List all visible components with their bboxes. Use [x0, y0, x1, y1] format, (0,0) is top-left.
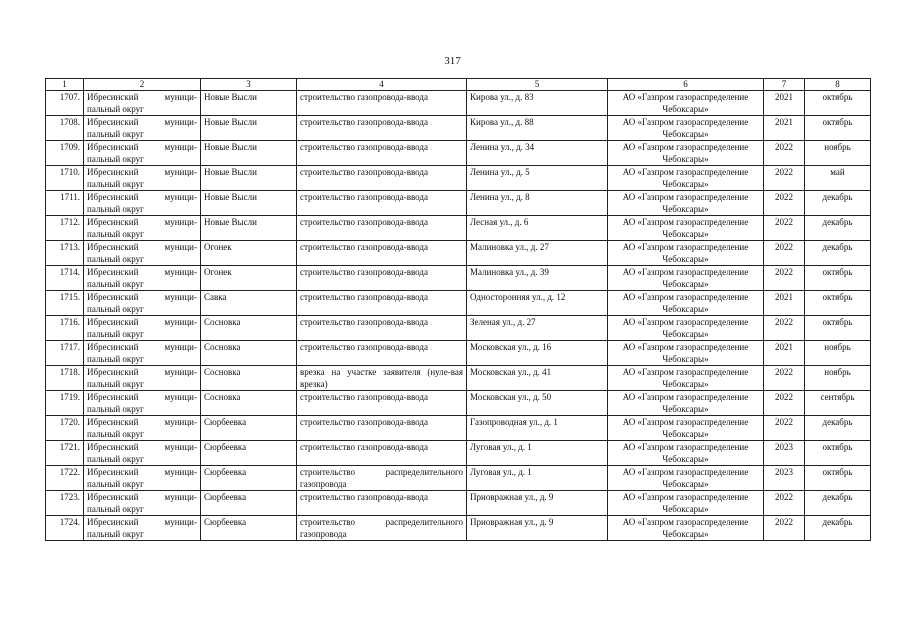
row-number: 1716.	[46, 316, 84, 341]
work-type-cell: строительство газопровода-ввода	[297, 266, 467, 291]
row-number: 1721.	[46, 441, 84, 466]
address-cell: Зеленая ул., д. 27	[467, 316, 608, 341]
row-number: 1711.	[46, 191, 84, 216]
settlement-cell: Сосновка	[201, 341, 297, 366]
table-row	[46, 141, 871, 166]
organization-cell: АО «Газпром газораспределение Чебоксары»	[608, 491, 764, 516]
year-cell: 2022	[764, 491, 805, 516]
column-header: 3	[201, 79, 297, 91]
municipality-cell: Ибресинский муници-пальный округ	[84, 316, 201, 341]
month-cell: декабрь	[805, 241, 871, 266]
table-row	[46, 216, 871, 241]
year-cell: 2021	[764, 341, 805, 366]
organization-cell: АО «Газпром газораспределение Чебоксары»	[608, 266, 764, 291]
settlement-cell: Новые Высли	[201, 91, 297, 116]
work-type-cell: строительство газопровода-ввода	[297, 191, 467, 216]
row-number: 1718.	[46, 366, 84, 391]
settlement-cell: Новые Высли	[201, 141, 297, 166]
column-header: 2	[84, 79, 201, 91]
municipality-cell: Ибресинский муници-пальный округ	[84, 391, 201, 416]
row-number: 1713.	[46, 241, 84, 266]
column-header: 1	[46, 79, 84, 91]
work-type-cell: строительство газопровода-ввода	[297, 141, 467, 166]
organization-cell: АО «Газпром газораспределение Чебоксары»	[608, 191, 764, 216]
settlement-cell: Новые Высли	[201, 166, 297, 191]
work-type-cell: строительство газопровода-ввода	[297, 116, 467, 141]
year-cell: 2021	[764, 291, 805, 316]
month-cell: декабрь	[805, 416, 871, 441]
table-row	[46, 291, 871, 316]
settlement-cell: Сюрбеевка	[201, 416, 297, 441]
table-row	[46, 466, 871, 491]
address-cell: Луговая ул., д. 1	[467, 466, 608, 491]
municipality-cell: Ибресинский муници-пальный округ	[84, 441, 201, 466]
work-type-cell: строительство газопровода-ввода	[297, 441, 467, 466]
organization-cell: АО «Газпром газораспределение Чебоксары»	[608, 91, 764, 116]
organization-cell: АО «Газпром газораспределение Чебоксары»	[608, 341, 764, 366]
settlement-cell: Сосновка	[201, 316, 297, 341]
municipality-cell: Ибресинский муници-пальный округ	[84, 366, 201, 391]
month-cell: декабрь	[805, 191, 871, 216]
work-type-cell: строительство распределительного газопровода	[297, 516, 467, 541]
year-cell: 2022	[764, 391, 805, 416]
municipality-cell: Ибресинский муници-пальный округ	[84, 191, 201, 216]
organization-cell: АО «Газпром газораспределение Чебоксары»	[608, 516, 764, 541]
municipality-cell: Ибресинский муници-пальный округ	[84, 216, 201, 241]
row-number: 1722.	[46, 466, 84, 491]
settlement-cell: Огонек	[201, 266, 297, 291]
work-type-cell: строительство распределительного газопровода	[297, 466, 467, 491]
work-type-cell: строительство газопровода-ввода	[297, 491, 467, 516]
work-type-cell: строительство газопровода-ввода	[297, 391, 467, 416]
address-cell: Ленина ул., д. 34	[467, 141, 608, 166]
table-row	[46, 166, 871, 191]
address-cell: Московская ул., д. 41	[467, 366, 608, 391]
organization-cell: АО «Газпром газораспределение Чебоксары»	[608, 391, 764, 416]
municipality-cell: Ибресинский муници-пальный округ	[84, 341, 201, 366]
settlement-cell: Сосновка	[201, 391, 297, 416]
year-cell: 2022	[764, 366, 805, 391]
row-number: 1707.	[46, 91, 84, 116]
year-cell: 2022	[764, 416, 805, 441]
municipality-cell: Ибресинский муници-пальный округ	[84, 491, 201, 516]
table-row	[46, 341, 871, 366]
municipality-cell: Ибресинский муници-пальный округ	[84, 166, 201, 191]
column-header: 4	[297, 79, 467, 91]
row-number: 1708.	[46, 116, 84, 141]
table-body	[46, 91, 871, 541]
month-cell: октябрь	[805, 266, 871, 291]
month-cell: ноябрь	[805, 141, 871, 166]
municipality-cell: Ибресинский муници-пальный округ	[84, 241, 201, 266]
work-type-cell: строительство газопровода-ввода	[297, 166, 467, 191]
row-number: 1719.	[46, 391, 84, 416]
column-header: 8	[805, 79, 871, 91]
column-number-row	[46, 79, 871, 91]
settlement-cell: Новые Высли	[201, 116, 297, 141]
month-cell: декабрь	[805, 216, 871, 241]
row-number: 1724.	[46, 516, 84, 541]
municipality-cell: Ибресинский муници-пальный округ	[84, 91, 201, 116]
settlement-cell: Сюрбеевка	[201, 516, 297, 541]
month-cell: ноябрь	[805, 341, 871, 366]
month-cell: декабрь	[805, 516, 871, 541]
organization-cell: АО «Газпром газораспределение Чебоксары»	[608, 141, 764, 166]
month-cell: ноябрь	[805, 366, 871, 391]
row-number: 1709.	[46, 141, 84, 166]
page-number: 317	[444, 55, 461, 67]
year-cell: 2022	[764, 316, 805, 341]
work-type-cell: строительство газопровода-ввода	[297, 241, 467, 266]
work-type-cell: врезка на участке заявителя (нуле-вая врезка)	[297, 366, 467, 391]
table-row	[46, 416, 871, 441]
table-row	[46, 366, 871, 391]
address-cell: Малиновка ул., д. 39	[467, 266, 608, 291]
work-type-cell: строительство газопровода-ввода	[297, 316, 467, 341]
work-type-cell: строительство газопровода-ввода	[297, 341, 467, 366]
settlement-cell: Сосновка	[201, 366, 297, 391]
settlement-cell: Сюрбеевка	[201, 466, 297, 491]
gasification-schedule-table	[45, 78, 871, 541]
column-header: 7	[764, 79, 805, 91]
month-cell: октябрь	[805, 316, 871, 341]
address-cell: Приовражная ул., д. 9	[467, 516, 608, 541]
address-cell: Московская ул., д. 16	[467, 341, 608, 366]
address-cell: Малиновка ул., д. 27	[467, 241, 608, 266]
address-cell: Луговая ул., д. 1	[467, 441, 608, 466]
year-cell: 2022	[764, 216, 805, 241]
year-cell: 2022	[764, 516, 805, 541]
column-header: 6	[608, 79, 764, 91]
address-cell: Газопроводная ул., д. 1	[467, 416, 608, 441]
month-cell: сентябрь	[805, 391, 871, 416]
year-cell: 2022	[764, 141, 805, 166]
column-header: 5	[467, 79, 608, 91]
settlement-cell: Сюрбеевка	[201, 491, 297, 516]
organization-cell: АО «Газпром газораспределение Чебоксары»	[608, 466, 764, 491]
municipality-cell: Ибресинский муници-пальный округ	[84, 516, 201, 541]
month-cell: октябрь	[805, 466, 871, 491]
settlement-cell: Сюрбеевка	[201, 441, 297, 466]
table-row	[46, 91, 871, 116]
organization-cell: АО «Газпром газораспределение Чебоксары»	[608, 241, 764, 266]
table-row	[46, 516, 871, 541]
row-number: 1712.	[46, 216, 84, 241]
organization-cell: АО «Газпром газораспределение Чебоксары»	[608, 416, 764, 441]
work-type-cell: строительство газопровода-ввода	[297, 91, 467, 116]
month-cell: май	[805, 166, 871, 191]
municipality-cell: Ибресинский муници-пальный округ	[84, 291, 201, 316]
month-cell: октябрь	[805, 116, 871, 141]
month-cell: октябрь	[805, 291, 871, 316]
year-cell: 2021	[764, 116, 805, 141]
work-type-cell: строительство газопровода-ввода	[297, 216, 467, 241]
table-row	[46, 391, 871, 416]
table-row	[46, 316, 871, 341]
organization-cell: АО «Газпром газораспределение Чебоксары»	[608, 366, 764, 391]
row-number: 1723.	[46, 491, 84, 516]
municipality-cell: Ибресинский муници-пальный округ	[84, 116, 201, 141]
address-cell: Лесная ул., д. 6	[467, 216, 608, 241]
municipality-cell: Ибресинский муници-пальный округ	[84, 266, 201, 291]
month-cell: декабрь	[805, 491, 871, 516]
table-row	[46, 266, 871, 291]
row-number: 1710.	[46, 166, 84, 191]
month-cell: октябрь	[805, 91, 871, 116]
table-row	[46, 491, 871, 516]
table-row	[46, 116, 871, 141]
row-number: 1717.	[46, 341, 84, 366]
organization-cell: АО «Газпром газораспределение Чебоксары»	[608, 316, 764, 341]
settlement-cell: Новые Высли	[201, 191, 297, 216]
year-cell: 2022	[764, 166, 805, 191]
address-cell: Односторонняя ул., д. 12	[467, 291, 608, 316]
row-number: 1715.	[46, 291, 84, 316]
address-cell: Московская ул., д. 50	[467, 391, 608, 416]
organization-cell: АО «Газпром газораспределение Чебоксары»	[608, 166, 764, 191]
year-cell: 2023	[764, 441, 805, 466]
address-cell: Приовражная ул., д. 9	[467, 491, 608, 516]
organization-cell: АО «Газпром газораспределение Чебоксары»	[608, 116, 764, 141]
year-cell: 2022	[764, 191, 805, 216]
settlement-cell: Огонек	[201, 241, 297, 266]
settlement-cell: Савка	[201, 291, 297, 316]
table-row	[46, 191, 871, 216]
year-cell: 2022	[764, 266, 805, 291]
organization-cell: АО «Газпром газораспределение Чебоксары»	[608, 216, 764, 241]
table-row	[46, 441, 871, 466]
address-cell: Ленина ул., д. 5	[467, 166, 608, 191]
address-cell: Кирова ул., д. 83	[467, 91, 608, 116]
municipality-cell: Ибресинский муници-пальный округ	[84, 416, 201, 441]
address-cell: Кирова ул., д. 88	[467, 116, 608, 141]
settlement-cell: Новые Высли	[201, 216, 297, 241]
address-cell: Ленина ул., д. 8	[467, 191, 608, 216]
month-cell: октябрь	[805, 441, 871, 466]
row-number: 1720.	[46, 416, 84, 441]
municipality-cell: Ибресинский муници-пальный округ	[84, 141, 201, 166]
work-type-cell: строительство газопровода-ввода	[297, 291, 467, 316]
organization-cell: АО «Газпром газораспределение Чебоксары»	[608, 441, 764, 466]
row-number: 1714.	[46, 266, 84, 291]
table-row	[46, 241, 871, 266]
year-cell: 2021	[764, 91, 805, 116]
municipality-cell: Ибресинский муници-пальный округ	[84, 466, 201, 491]
organization-cell: АО «Газпром газораспределение Чебоксары»	[608, 291, 764, 316]
year-cell: 2023	[764, 466, 805, 491]
year-cell: 2022	[764, 241, 805, 266]
work-type-cell: строительство газопровода-ввода	[297, 416, 467, 441]
